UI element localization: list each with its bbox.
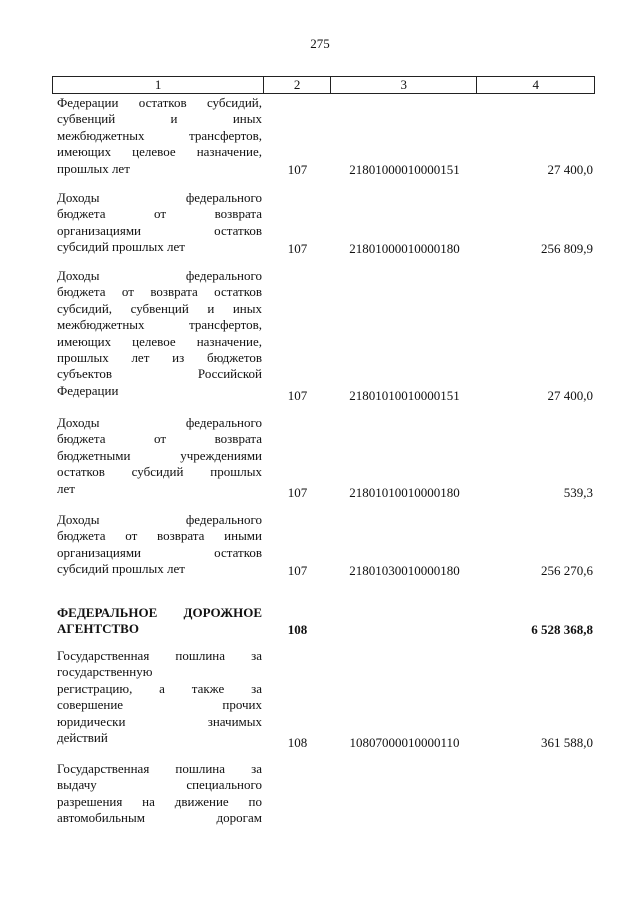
table-header [52, 76, 595, 94]
row-amount: 256 270,6 [541, 563, 593, 578]
agency-name: ФЕДЕРАЛЬНОЕ ДОРОЖНОЕ АГЕНТСТВО [57, 605, 262, 637]
row-amount: 256 809,9 [541, 241, 593, 256]
row-amount: 361 588,0 [541, 735, 593, 750]
row-description: Доходы федерального бюджета от возврата иными организациями остатков субсидий прошлых лет [57, 512, 262, 577]
row-kbk: 21801000010000151 [349, 162, 460, 177]
row-description: Государственная пошлина за государственную регистрацию, а также за совершение прочих юридически значимых действий [57, 648, 262, 746]
row-kbk: 21801010010000151 [349, 388, 460, 403]
row-kbk: 21801030010000180 [349, 563, 460, 578]
row-code: 107 [287, 162, 308, 177]
row-description: Доходы федерального бюджета от возврата организациями остатков субсидий прошлых лет [57, 190, 262, 255]
row-description: Доходы федерального бюджета от возврата бюджетными учреждениями остатков субсидий прошлых лет [57, 415, 262, 496]
agency-total-amount: 6 528 368,8 [531, 622, 593, 637]
row-amount: 27 400,0 [547, 388, 593, 403]
row-kbk: 10807000010000110 [349, 735, 460, 750]
row-kbk: 21801010010000180 [349, 485, 460, 500]
row-description: Государственная пошлина за выдачу специального разрешения на движение по автомобильным дорогам [57, 761, 262, 826]
page-number: 275 [310, 36, 330, 51]
row-code: 108 [287, 735, 308, 750]
row-code: 107 [287, 241, 308, 256]
column-header-1: 1 [53, 77, 264, 93]
row-amount: 27 400,0 [547, 162, 593, 177]
row-code: 107 [287, 388, 308, 403]
column-header-4: 4 [532, 77, 539, 92]
row-code: 107 [287, 485, 308, 500]
row-code: 107 [287, 563, 308, 578]
row-description: Федерации остатков субсидий, субвенций и иных межбюджетных трансфертов, имеющих целевое назначение, прошлых лет [57, 95, 262, 176]
agency-code: 108 [287, 622, 308, 637]
row-kbk: 21801000010000180 [349, 241, 460, 256]
column-header-3: 3 [331, 77, 477, 93]
row-amount: 539,3 [563, 485, 593, 500]
row-description: Доходы федерального бюджета от возврата остатков субсидий, субвенций и иных межбюджетных трансфертов, имеющих целевое назначение, прошлых лет из бюджетов субъектов Российской Федерации [57, 268, 262, 398]
column-header-2: 2 [264, 77, 331, 93]
